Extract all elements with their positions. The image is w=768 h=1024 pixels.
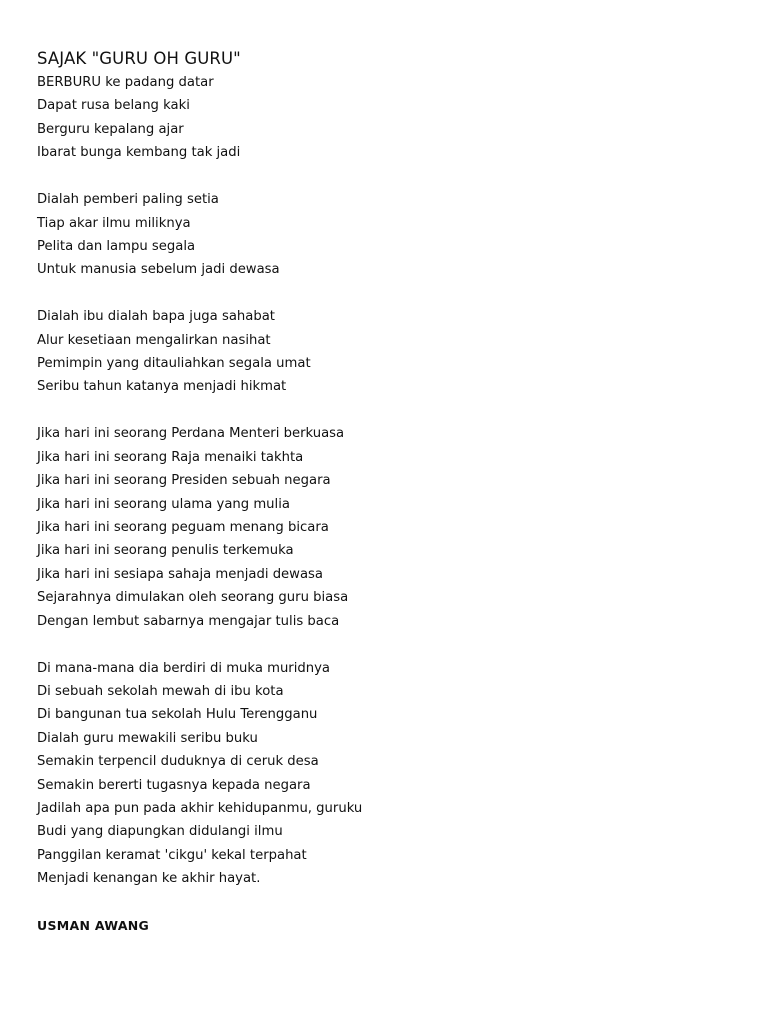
poem-line: Sejarahnya dimulakan oleh seorang guru biasa — [37, 590, 349, 606]
poem-line: Dialah guru mewakili seribu buku — [37, 730, 258, 746]
poem-author: USMAN AWANG — [37, 917, 150, 933]
poem-line: Jika hari ini seorang Perdana Menteri berkuasa — [37, 426, 345, 442]
poem-line: Ibarat bunga kembang tak jadi — [37, 145, 241, 161]
poem-line: Jika hari ini sesiapa sahaja menjadi dewasa — [37, 566, 323, 582]
stanza-4 — [37, 422, 737, 633]
poem-line: Semakin bererti tugasnya kepada negara — [37, 777, 311, 793]
poem-line: Seribu tahun katanya menjadi hikmat — [37, 379, 287, 395]
poem-title: SAJAK "GURU OH GURU" — [37, 49, 241, 68]
poem-line: Untuk manusia sebelum jadi dewasa — [37, 262, 280, 278]
poem-line: Di mana-mana dia berdiri di muka muridnya — [37, 660, 331, 676]
poem-document — [37, 48, 737, 937]
poem-line: Alur kesetiaan mengalirkan nasihat — [37, 332, 271, 348]
poem-line: Jika hari ini seorang peguam menang bicara — [37, 520, 329, 535]
poem-line: Budi yang diapungkan didulangi ilmu — [37, 824, 283, 840]
stanza-3 — [37, 305, 737, 399]
poem-line: Jadilah apa pun pada akhir kehidupanmu, guruku — [37, 800, 363, 816]
poem-line: Berguru kepalang ajar — [37, 121, 184, 137]
poem-line: Tiap akar ilmu miliknya — [37, 215, 191, 231]
stanza-2 — [37, 188, 737, 282]
poem-line: BERBURU ke padang datar — [37, 75, 214, 90]
poem-line: Semakin terpencil duduknya di ceruk desa — [37, 754, 319, 770]
stanza-1 — [37, 71, 737, 165]
poem-line: Jika hari ini seorang Presiden sebuah negara — [37, 473, 331, 489]
poem-line: Jika hari ini seorang ulama yang mulia — [37, 496, 290, 512]
poem-line: Panggilan keramat 'cikgu' kekal terpahat — [37, 847, 307, 863]
poem-line: Di sebuah sekolah mewah di ibu kota — [37, 683, 284, 699]
poem-line: Di bangunan tua sekolah Hulu Terengganu — [37, 707, 318, 723]
poem-line: Dialah ibu dialah bapa juga sahabat — [37, 309, 275, 325]
poem-line: Pemimpin yang ditauliahkan segala umat — [37, 356, 311, 372]
stanza-5 — [37, 657, 737, 891]
poem-line: Dialah pemberi paling setia — [37, 192, 219, 208]
poem-line: Jika hari ini seorang Raja menaiki takhta — [37, 449, 304, 465]
poem-line: Pelita dan lampu segala — [37, 238, 196, 254]
poem-line: Jika hari ini seorang penulis terkemuka — [37, 543, 294, 559]
poem-line: Dengan lembut sabarnya mengajar tulis baca — [37, 613, 340, 629]
poem-line: Menjadi kenangan ke akhir hayat. — [37, 871, 261, 887]
poem-line: Dapat rusa belang kaki — [37, 98, 190, 114]
